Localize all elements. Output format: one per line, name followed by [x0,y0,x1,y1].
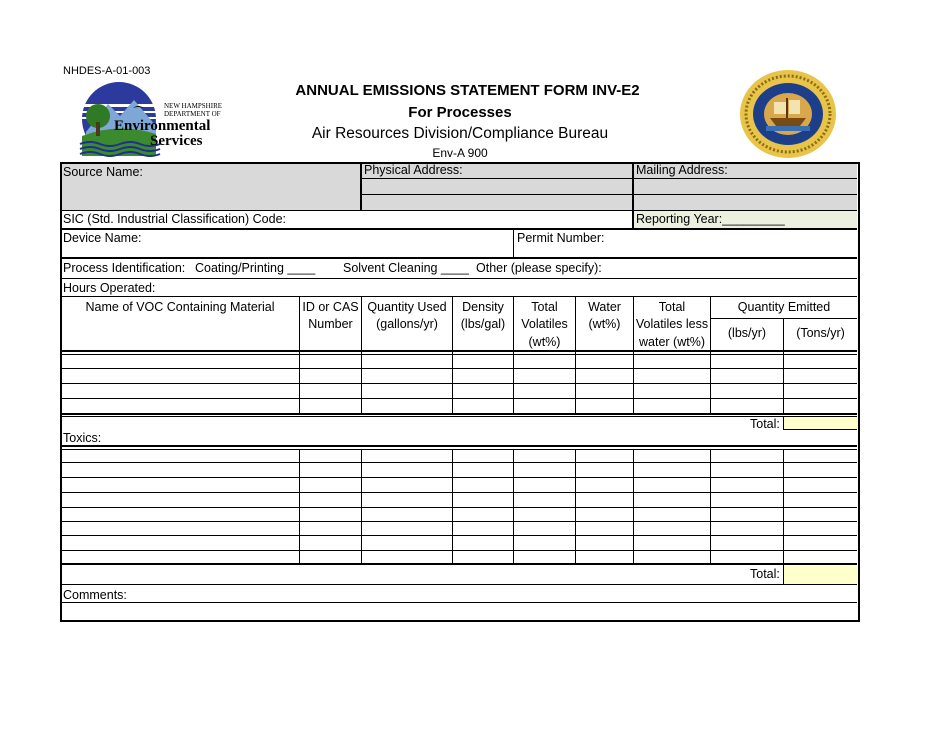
table-rule [60,368,857,369]
col-tv-line1: Total [531,300,558,314]
coating-printing-option[interactable]: Coating/Printing ____ [195,261,316,275]
col-id-line1: ID or CAS [302,300,359,314]
col-tvw-line3: water (wt%) [639,335,705,349]
other-specify-option[interactable]: Other (please specify): [476,261,602,275]
state-seal [738,68,838,160]
table-rule [60,521,857,522]
col-quantity-emitted: Quantity Emitted [737,300,831,314]
col-tv-line2: Volatiles [521,317,568,331]
col-qty-line1: Quantity Used [367,300,447,314]
col-tv-line3: (wt%) [528,335,561,349]
toxics-total-label: Total: [750,567,780,581]
table-rule [60,445,857,447]
table-rule [513,229,514,257]
table-rule [60,416,857,417]
table-rule [60,413,857,415]
col-tvw-line1: Total [658,300,686,314]
table-rule [60,602,857,603]
voc-total-label: Total: [750,417,780,431]
form-subtitle: For Processes [408,104,512,121]
col-id-line2: Number [308,317,353,331]
table-rule [513,296,514,414]
table-rule [60,492,857,493]
col-water-line2: (wt%) [588,317,621,331]
table-rule [60,563,857,565]
table-rule [60,354,857,355]
table-rule [710,296,711,414]
col-voc-name: Name of VOC Containing Material [85,300,275,314]
table-rule [575,449,576,564]
col-water-line1: Water [588,300,621,314]
table-rule [633,449,634,564]
logo-line1: NEW HAMPSHIRE [164,102,223,110]
mailing-address-label: Mailing Address: [636,163,728,177]
logo-line4: Services [150,133,203,149]
state-seal-icon [738,68,838,160]
table-rule [632,162,634,229]
table-rule [60,462,857,463]
col-tons: (Tons/yr) [796,326,845,340]
table-rule [60,278,857,279]
table-rule [60,383,857,384]
table-rule [452,449,453,564]
table-rule [60,535,857,536]
physical-address-label: Physical Address: [364,163,463,177]
table-rule [513,449,514,564]
table-rule [60,477,857,478]
sic-code-label: SIC (Std. Industrial Classification) Code: [63,212,287,226]
table-rule [783,449,784,564]
source-name-label: Source Name: [63,165,143,179]
table-rule [60,296,857,297]
table-rule [60,210,857,211]
col-density-line1: Density [462,300,504,314]
col-tvw-line2: Volatiles less [635,317,709,331]
table-rule [783,416,784,430]
table-rule [361,296,362,414]
table-rule [360,162,362,210]
division-name: Air Resources Division/Compliance Bureau [311,125,609,142]
col-qty-line2: (gallons/yr) [376,317,438,331]
rule-reference: Env-A 900 [432,146,488,160]
table-rule [60,550,857,551]
solvent-cleaning-option[interactable]: Solvent Cleaning ____ [343,261,469,275]
table-rule [575,296,576,414]
table-rule [784,429,857,430]
table-rule [60,398,857,399]
table-rule [60,584,857,585]
logo-line2: DEPARTMENT OF [164,110,221,118]
table-rule [361,178,857,179]
nhdes-logo [78,82,230,160]
table-rule [60,449,857,450]
form-id: NHDES-A-01-003 [63,65,151,77]
table-rule [299,296,300,414]
permit-number-label: Permit Number: [517,231,605,245]
process-identification-label: Process Identification: [63,261,186,275]
comments-label: Comments: [63,588,127,602]
toxics-label: Toxics: [63,431,102,445]
table-rule [60,228,857,230]
logo-line3: Environmental [114,118,211,134]
table-rule [633,296,634,414]
table-rule [710,449,711,564]
table-rule [452,296,453,414]
hours-operated-label: Hours Operated: [63,281,156,295]
table-rule [60,350,857,352]
table-rule [299,449,300,564]
table-rule [60,507,857,508]
reporting-year-label[interactable]: Reporting Year:_________ [636,212,785,226]
form-title: ANNUAL EMISSIONS STATEMENT FORM INV-E2 [295,82,640,99]
table-rule [361,449,362,564]
table-rule [361,194,857,195]
table-rule [60,257,857,259]
col-lbs: (lbs/yr) [727,326,767,340]
form-border [60,162,860,622]
device-name-label: Device Name: [63,231,142,245]
table-rule [783,565,784,584]
col-density-line2: (lbs/gal) [460,317,506,331]
